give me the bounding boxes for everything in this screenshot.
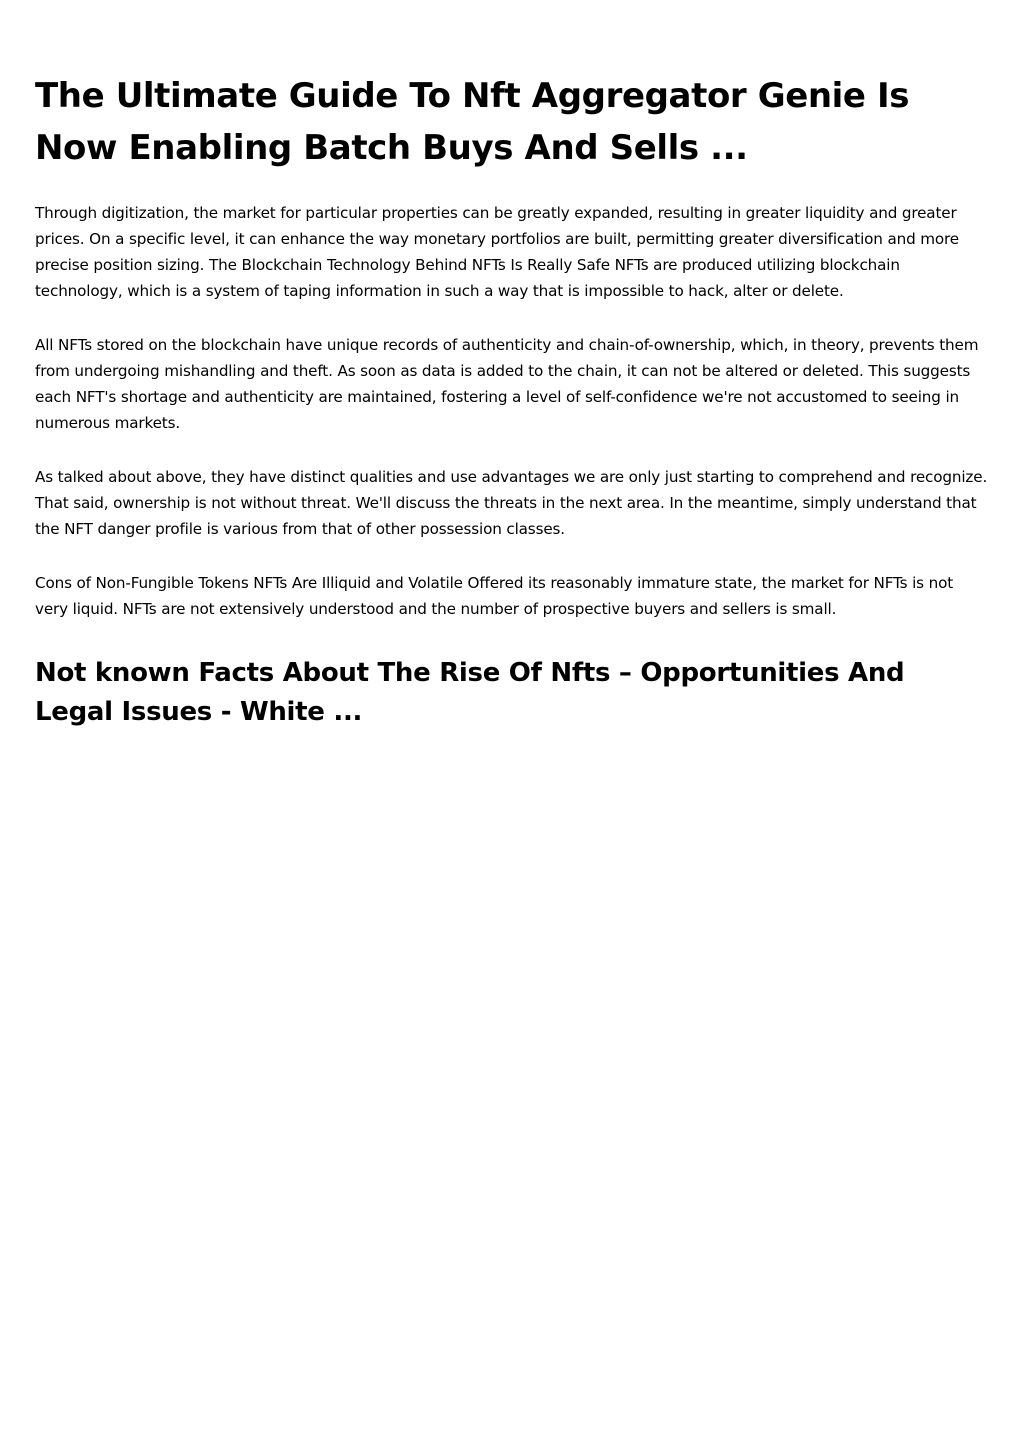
paragraph-blockchain-records: All NFTs stored on the blockchain have unique records of authenticity and chain-of-ownership, which, in theory, prevents them from undergoing mishandling and theft. As soon as data is added to the chain, it can not be altered or deleted. This suggests each NFT's shortage and authenticity are maintained, fostering a level of self-confidence we're not accustomed to seeing in numerous markets.: [35, 336, 979, 432]
article-title: The Ultimate Guide To Nft Aggregator Genie Is Now Enabling Batch Buys And Sells ...: [35, 76, 910, 168]
section-subheading: Not known Facts About The Rise Of Nfts – Opportunities And Legal Issues - White ...: [35, 658, 905, 727]
article: [35, 70, 990, 731]
paragraph-cons: Cons of Non-Fungible Tokens NFTs Are Illiquid and Volatile Offered its reasonably immature state, the market for NFTs is not very liquid. NFTs are not extensively understood and the number of prospective buyers and sellers is small.: [35, 574, 954, 618]
paragraph-digitization: Through digitization, the market for particular properties can be greatly expanded, resulting in greater liquidity and greater prices. On a specific level, it can enhance the way monetary portfolios are built, permitting greater diversification and more precise position sizing. The Blockchain Technology Behind NFTs Is Really Safe NFTs are produced utilizing blockchain technology, which is a system of taping information in such a way that is impossible to hack, alter or delete.: [35, 204, 959, 300]
paragraph-distinct-qualities: As talked about above, they have distinct qualities and use advantages we are only just starting to comprehend and recognize. That said, ownership is not without threat. We'll discuss the threats in the next area. In the meantime, simply understand that the NFT danger profile is various from that of other possession classes.: [35, 468, 988, 538]
